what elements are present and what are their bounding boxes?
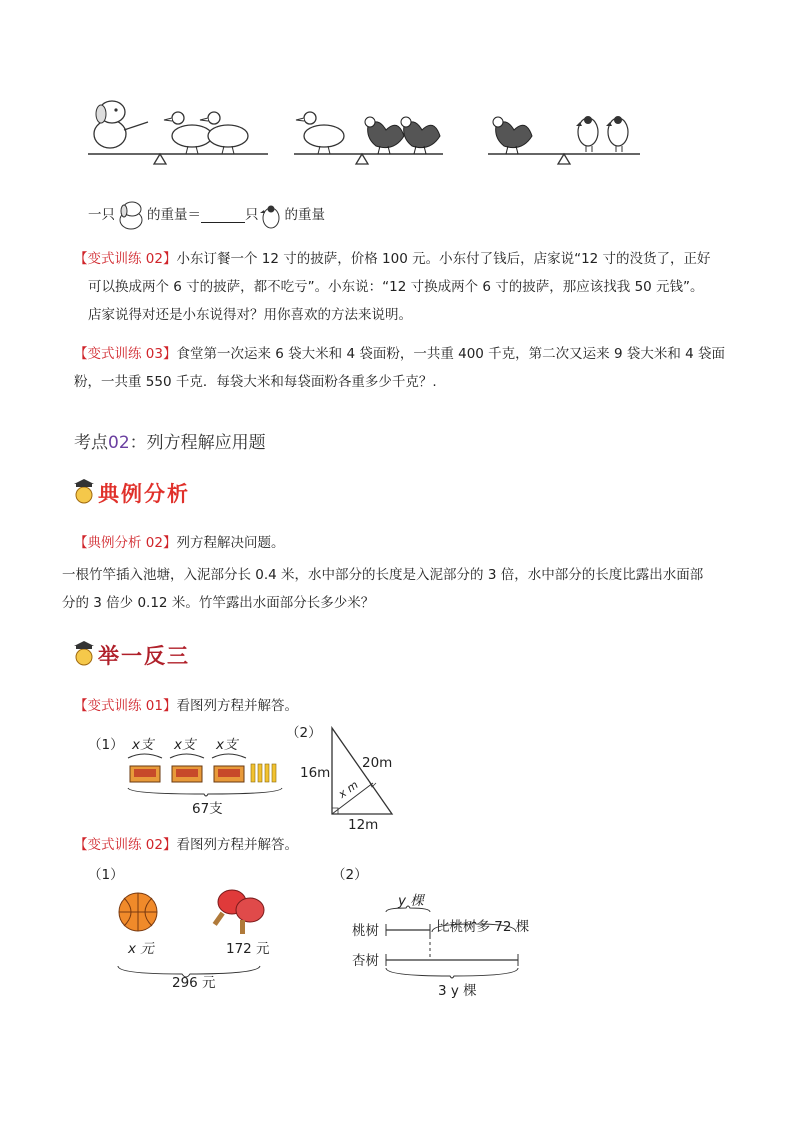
fig-label: （1）	[88, 867, 124, 883]
exercise-tag: 变式训练 02	[87, 251, 163, 267]
exercise-a3-line1: 食堂第一次运来 6 袋大米和 4 袋面粉，一共重 400 千克，第二次又运来 9 袋大米和 4 袋面	[176, 346, 726, 362]
section-num: 02	[108, 433, 130, 453]
base-label: 12m	[348, 817, 379, 833]
top-label: y 棵	[398, 893, 424, 909]
box-label: x支	[132, 737, 154, 753]
example-line1: 一根竹竿插入池塘，入泥部分长 0.4 米，水中部分的长度是入泥部分的 3 倍，水中部分的长度比露出水面部	[62, 567, 704, 583]
fig-label: （2）	[332, 867, 368, 883]
tag-close: 】	[162, 346, 177, 362]
box-label: x支	[174, 737, 196, 753]
section-title: ：列方程解应用题	[129, 433, 266, 453]
blank-suffix: 的重量	[284, 206, 325, 223]
answer-blank[interactable]	[201, 208, 245, 223]
exercise-a2-line2: 可以换成两个 6 寸的披萨，都不吃亏”。小东说：“12 寸换成两个 6 寸的披萨，那应该找我 50 元钱”。	[88, 279, 704, 295]
tag-open: 【	[74, 346, 88, 362]
exercise-b1-text: 看图列方程并解答。	[176, 698, 298, 714]
banner-practice	[72, 640, 190, 670]
height-label: x m	[336, 778, 361, 801]
exercise-b2	[74, 836, 298, 855]
exercise-a3	[74, 345, 725, 392]
fig-label: （2）	[286, 725, 322, 741]
blank-unit: 只	[245, 206, 259, 223]
hyp-label: 20m	[362, 755, 393, 771]
parrot-icon	[259, 200, 285, 230]
box-label: x支	[216, 737, 238, 753]
dog-icon	[94, 101, 148, 148]
pencil-box-icon	[130, 766, 160, 782]
b1-figure1	[88, 728, 288, 818]
exercise-a2-line3: 店家说得对还是小东说得对？用你喜欢的方法来说明。	[88, 307, 412, 323]
parrot-icon	[576, 116, 598, 152]
side-label: 16m	[300, 765, 331, 781]
banner-example-text: 典例分析	[98, 481, 190, 506]
example-intro: 列方程解决问题。	[176, 535, 285, 551]
exercise-tag: 变式训练 03	[87, 346, 163, 362]
tag-open: 【	[74, 698, 88, 714]
tag-close: 】	[162, 837, 177, 853]
example-body	[62, 566, 703, 613]
exercise-a3-line2: 粉，一共重 550 千克．每袋大米和每袋面粉各重多少千克？.	[74, 374, 437, 390]
fig-label: （1）	[88, 737, 124, 753]
blank-prefix: 一只	[88, 206, 115, 223]
example	[74, 534, 284, 553]
blank-middle: 的重量＝	[147, 206, 201, 223]
example-line2: 分的 3 倍少 0.12 米。竹竿露出水面部分长多少米？	[62, 595, 375, 611]
mascot-icon	[72, 641, 98, 669]
tag-open: 【	[74, 837, 88, 853]
exercise-a2-line1: 小东订餐一个 12 寸的披萨，价格 100 元。小东付了钱后，店家说“12 寸的没货了，正好	[176, 251, 711, 267]
tag-close: 】	[162, 251, 177, 267]
exercise-tag: 变式训练 02	[87, 837, 163, 853]
duck-icon	[296, 112, 344, 154]
exercise-a2	[74, 250, 711, 325]
exercise-b2-text: 看图列方程并解答。	[176, 837, 298, 853]
tag-open: 【	[74, 535, 88, 551]
exercise-tag: 变式训练 01	[87, 698, 163, 714]
dog-icon	[115, 200, 147, 230]
paddle-price: 172 元	[226, 941, 270, 957]
scale-duck-roosters	[294, 112, 443, 164]
pencils-icon	[251, 764, 276, 782]
pencil-box-icon	[172, 766, 202, 782]
total-price: 296 元	[172, 975, 216, 991]
ball-paddles-svg	[116, 886, 276, 986]
rooster-icon	[401, 117, 440, 154]
total-label: 67支	[192, 801, 223, 817]
tag-close: 】	[162, 535, 177, 551]
b2-figure2	[332, 866, 542, 999]
tag-close: 】	[162, 698, 177, 714]
balance-scales-svg	[88, 96, 648, 168]
b1-figure2	[286, 724, 406, 832]
scale-dog-ducks	[88, 101, 268, 164]
basketball-icon	[119, 893, 157, 931]
banner-example	[72, 478, 190, 508]
mascot-icon	[72, 479, 98, 507]
b2-figure1	[88, 866, 288, 996]
pencil-boxes-svg	[126, 750, 286, 800]
blank-question	[88, 200, 325, 230]
row1-label: 桃树	[352, 923, 379, 939]
section-prefix: 考点	[74, 433, 108, 453]
ball-price: x 元	[128, 941, 154, 957]
parrot-icon	[606, 116, 628, 152]
rooster-icon	[365, 117, 404, 154]
scale-rooster-parrots	[488, 116, 640, 164]
more-label: 比桃树多 72 棵	[436, 919, 530, 935]
tag-open: 【	[74, 251, 88, 267]
balance-illustration	[88, 96, 648, 168]
ping-pong-paddles-icon	[213, 890, 264, 934]
section-heading	[74, 428, 266, 453]
pencil-box-icon	[214, 766, 244, 782]
rooster-icon	[493, 117, 532, 154]
row2-label: 杏树	[352, 953, 379, 969]
total-label: 3 y 棵	[438, 983, 477, 999]
banner-practice-text: 举一反三	[98, 643, 190, 668]
exercise-b1	[74, 697, 298, 716]
example-tag: 典例分析 02	[87, 535, 163, 551]
triangle-svg	[330, 726, 400, 822]
